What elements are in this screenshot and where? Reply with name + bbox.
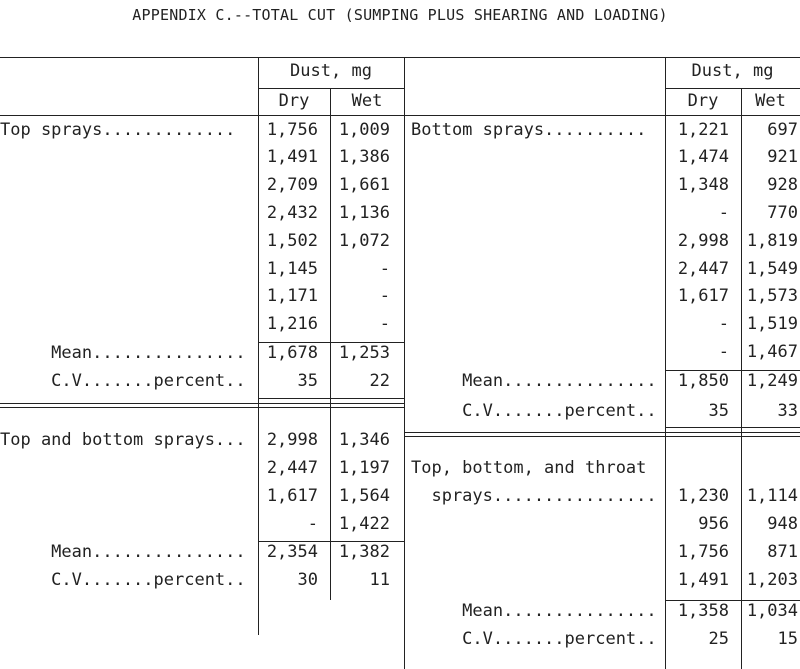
header-rule-left xyxy=(258,88,404,89)
dry-value: 1,850 xyxy=(677,371,729,391)
header-rule-right xyxy=(665,88,800,89)
row-label: C.V.......percent.. xyxy=(0,371,246,391)
page-title: APPENDIX C.--TOTAL CUT (SUMPING PLUS SHEARING AND LOADING) xyxy=(132,6,668,24)
wet-value: 1,114 xyxy=(746,486,798,506)
wet-value: 871 xyxy=(767,542,798,562)
row-label: Mean............... xyxy=(411,601,657,621)
left-double-rule-b xyxy=(0,407,404,408)
dry-value: 1,617 xyxy=(266,486,318,506)
row-label: Mean............... xyxy=(0,542,246,562)
wet-value: 1,549 xyxy=(746,259,798,279)
dry-value: 1,145 xyxy=(266,259,318,279)
table-top-rule xyxy=(0,57,800,58)
header-dry-right: Dry xyxy=(687,91,719,111)
dry-value: 1,358 xyxy=(677,601,729,621)
row-label: Top and bottom sprays... xyxy=(0,430,246,450)
row-label: Mean............... xyxy=(411,371,657,391)
bottom-sprays-sum-rule xyxy=(665,370,800,371)
wet-value: 1,386 xyxy=(338,147,390,167)
wet-value: 1,519 xyxy=(746,314,798,334)
wet-value: 1,564 xyxy=(338,486,390,506)
wet-value: 928 xyxy=(767,175,798,195)
dry-value: 1,502 xyxy=(266,231,318,251)
wet-value: 1,072 xyxy=(338,231,390,251)
wet-value: 1,573 xyxy=(746,286,798,306)
dry-value: 1,617 xyxy=(677,286,729,306)
dry-value: 2,447 xyxy=(677,259,729,279)
dry-value: 35 xyxy=(708,401,729,421)
wet-value: 770 xyxy=(767,203,798,223)
wet-value: 15 xyxy=(777,629,798,649)
row-label: C.V.......percent.. xyxy=(411,629,657,649)
wet-value: 1,136 xyxy=(338,203,390,223)
header-dry-left: Dry xyxy=(278,91,310,111)
wet-value: - xyxy=(379,314,390,334)
dry-value: 1,221 xyxy=(677,120,729,140)
row-label: Mean............... xyxy=(0,343,246,363)
wet-value: 1,422 xyxy=(338,514,390,534)
wet-value: 1,661 xyxy=(338,175,390,195)
wet-value: 1,346 xyxy=(338,430,390,450)
dry-value: 1,678 xyxy=(266,343,318,363)
dry-value: 1,216 xyxy=(266,314,318,334)
dry-value: 2,354 xyxy=(266,542,318,562)
center-divider-line xyxy=(404,57,405,669)
wet-value: 33 xyxy=(777,401,798,421)
header-wet-right: Wet xyxy=(755,91,786,111)
top-sprays-cv-rule xyxy=(258,398,404,399)
throat-sum-rule xyxy=(665,600,800,601)
dry-value: 1,348 xyxy=(677,175,729,195)
dry-value: - xyxy=(718,314,729,334)
top-sprays-sum-rule xyxy=(258,342,404,343)
wet-value: 22 xyxy=(369,371,390,391)
row-label: Bottom sprays.......... xyxy=(411,120,647,140)
dry-value: 2,432 xyxy=(266,203,318,223)
dry-value: 1,474 xyxy=(677,147,729,167)
dry-value: 2,998 xyxy=(266,430,318,450)
left-double-rule-a xyxy=(0,403,404,404)
dry-value: 25 xyxy=(708,629,729,649)
dry-value: 956 xyxy=(698,514,729,534)
dry-value: 30 xyxy=(297,570,318,590)
row-label: Top sprays............. xyxy=(0,120,236,140)
wet-value: 1,197 xyxy=(338,458,390,478)
dry-value: - xyxy=(718,203,729,223)
row-label: sprays................ xyxy=(411,486,657,506)
dry-value: 1,491 xyxy=(677,570,729,590)
dry-value: - xyxy=(718,342,729,362)
row-label: Top, bottom, and throat xyxy=(411,458,647,478)
dry-value: 1,230 xyxy=(677,486,729,506)
right-double-rule-a xyxy=(404,432,800,433)
wet-value: - xyxy=(379,286,390,306)
wet-value: 1,819 xyxy=(746,231,798,251)
wet-value: 921 xyxy=(767,147,798,167)
dry-value: 35 xyxy=(297,371,318,391)
header-bottom-rule xyxy=(0,115,800,116)
wet-value: 1,467 xyxy=(746,342,798,362)
dry-value: - xyxy=(307,514,318,534)
dry-value: 1,756 xyxy=(266,120,318,140)
wet-value: 1,253 xyxy=(338,343,390,363)
right-double-rule-b xyxy=(404,436,800,437)
wet-value: - xyxy=(379,259,390,279)
bottom-sprays-cv-rule xyxy=(665,427,800,428)
wet-value: 948 xyxy=(767,514,798,534)
wet-value: 1,249 xyxy=(746,371,798,391)
wet-value: 1,382 xyxy=(338,542,390,562)
dry-value: 1,171 xyxy=(266,286,318,306)
header-group-left: Dust, mg xyxy=(290,61,372,81)
dry-value: 1,756 xyxy=(677,542,729,562)
dry-value: 2,447 xyxy=(266,458,318,478)
dry-value: 2,998 xyxy=(677,231,729,251)
wet-value: 1,009 xyxy=(338,120,390,140)
dry-value: 1,491 xyxy=(266,147,318,167)
wet-value: 1,203 xyxy=(746,570,798,590)
row-label: C.V.......percent.. xyxy=(0,570,246,590)
header-group-right: Dust, mg xyxy=(691,61,774,81)
wet-value: 1,034 xyxy=(746,601,798,621)
wet-value: 697 xyxy=(767,120,798,140)
dry-value: 2,709 xyxy=(266,175,318,195)
wet-value: 11 xyxy=(369,570,390,590)
row-label: C.V.......percent.. xyxy=(411,401,657,421)
header-wet-left: Wet xyxy=(351,91,383,111)
top-bottom-sum-rule xyxy=(258,541,404,542)
